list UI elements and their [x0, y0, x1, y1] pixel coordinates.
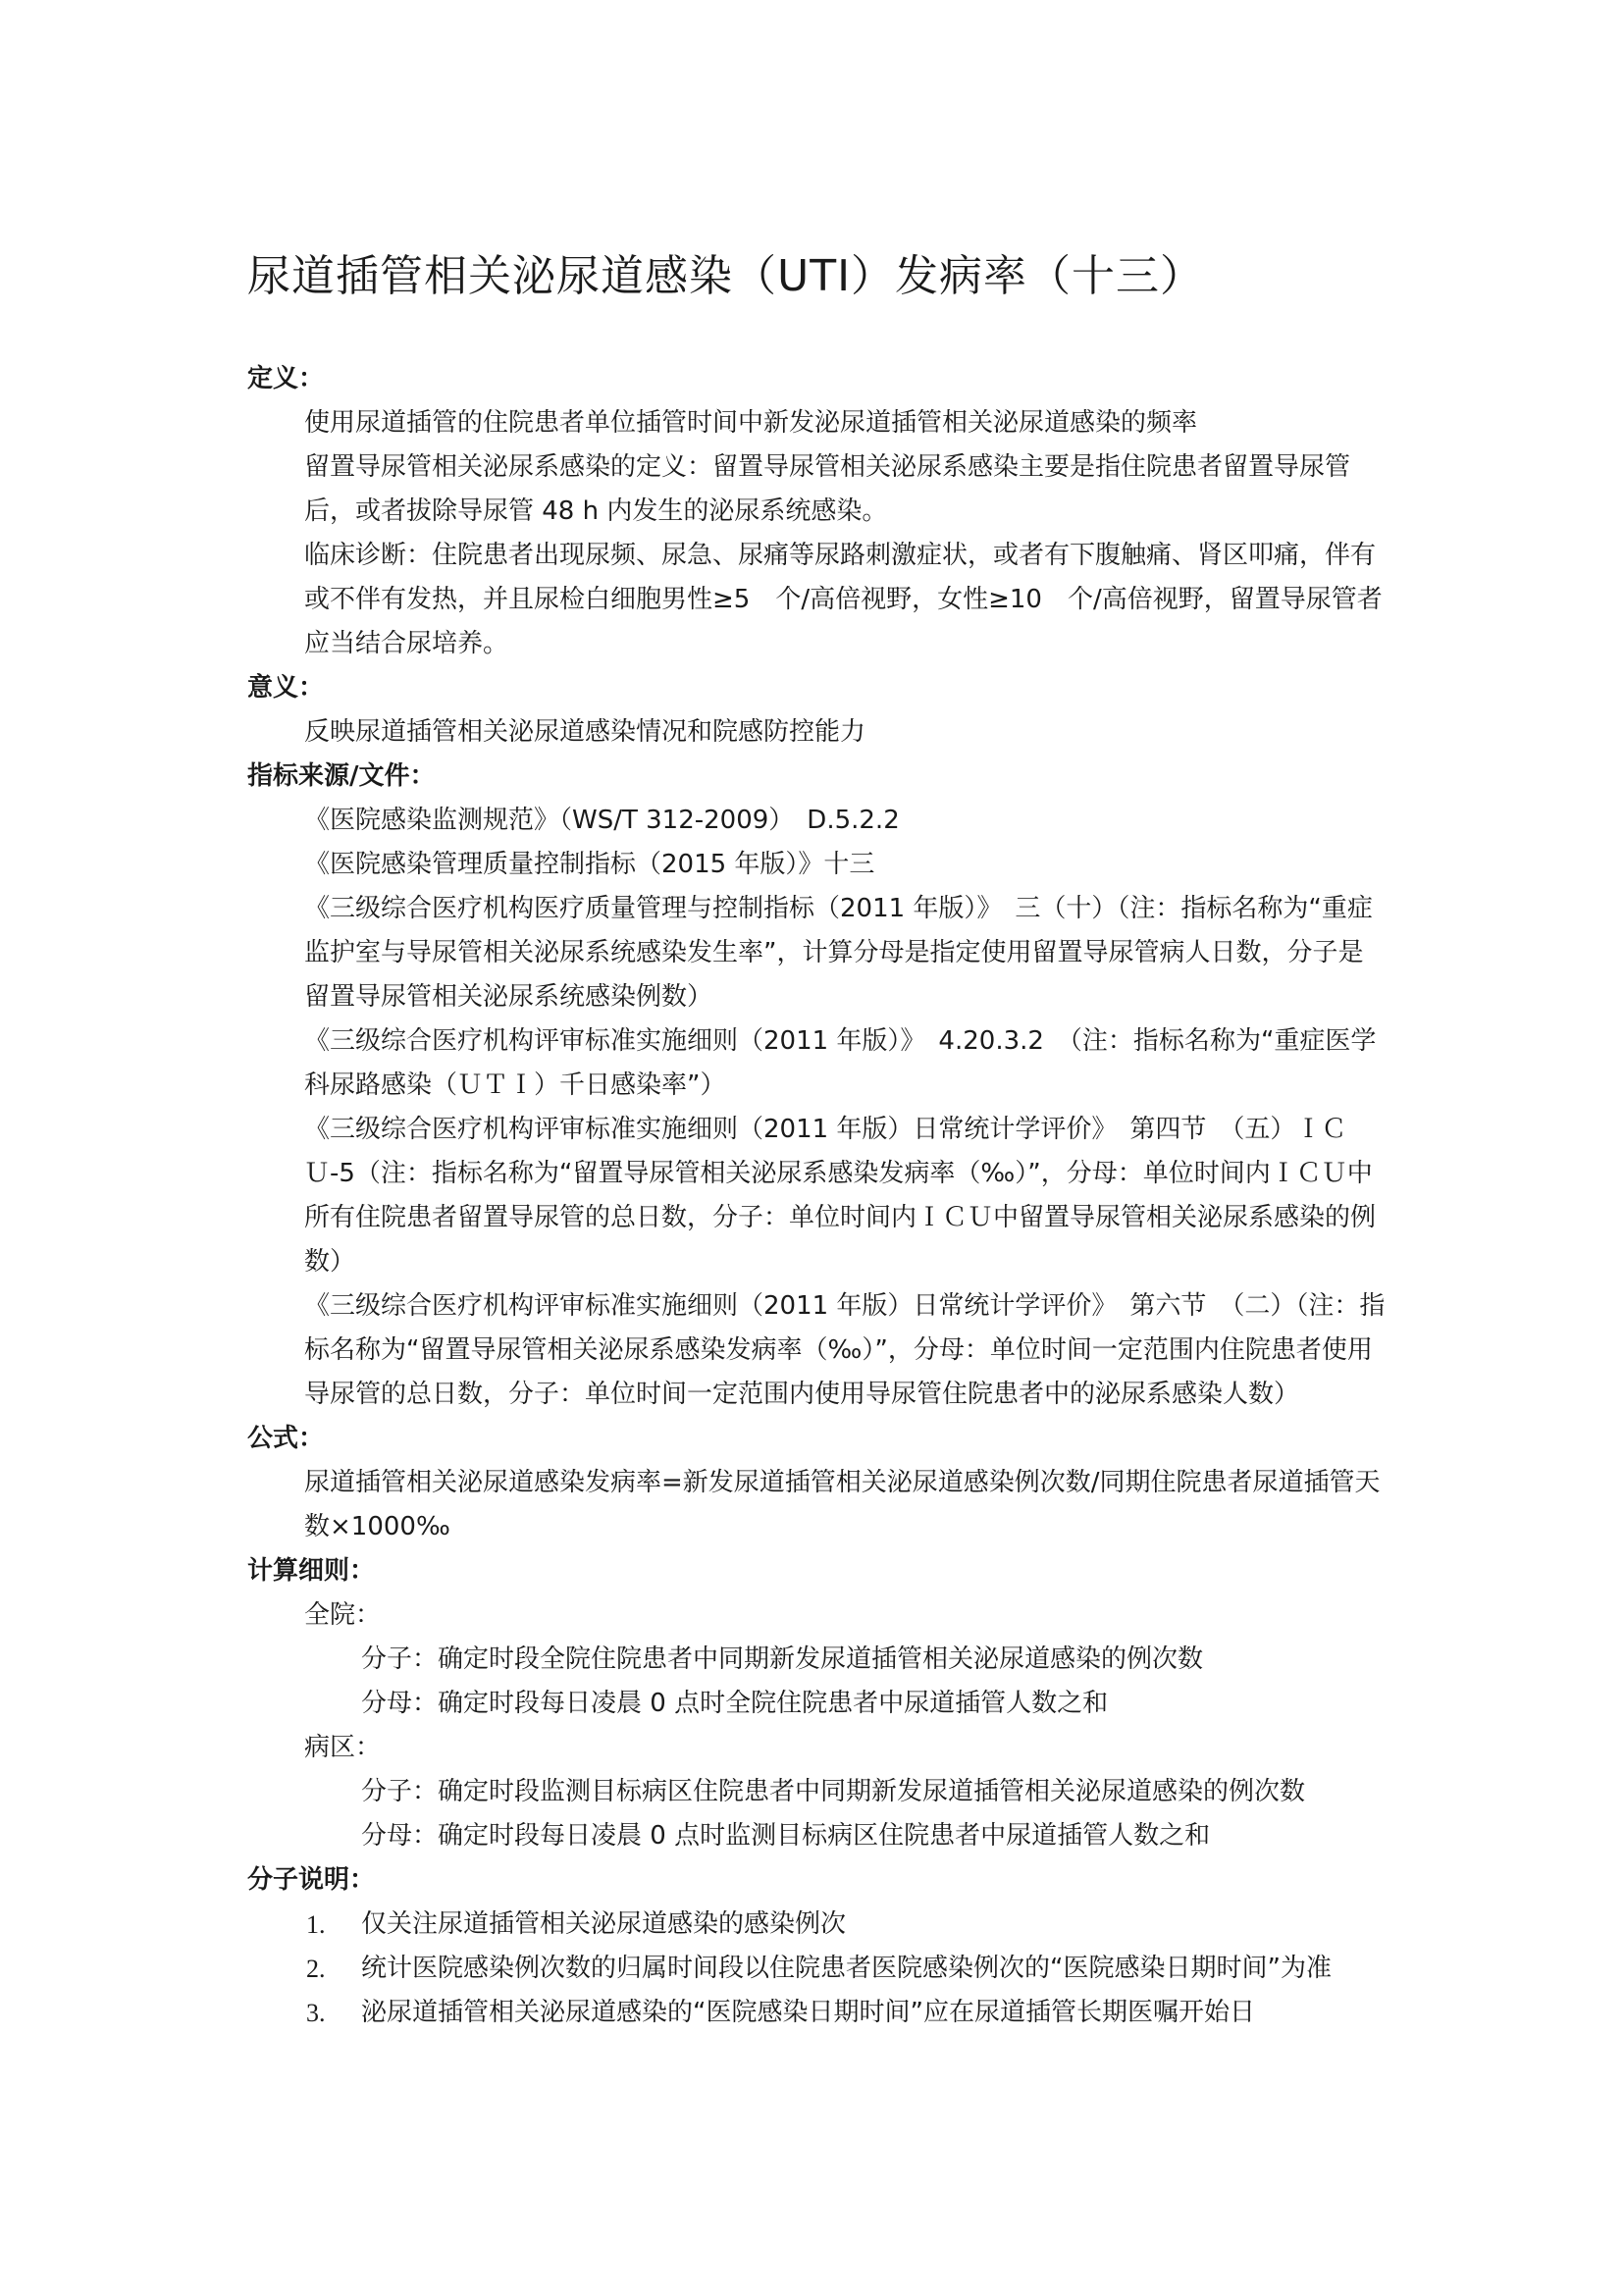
document-body	[247, 357, 1386, 2035]
ward-numerator: 分子：确定时段监测目标病区住院患者中同期新发尿道插管相关泌尿道感染的例次数	[361, 1777, 1306, 1806]
list-item	[247, 1991, 1386, 2035]
hospital-label: 全院：	[304, 1600, 382, 1630]
source-item: 《三级综合医疗机构评审标准实施细则（2011 年版）》 4.20.3.2 （注：指标名称为“重症医学科尿路感染（ＵＴＩ）千日感染率”）	[304, 1026, 1377, 1100]
sources-heading: 指标来源/文件：	[247, 761, 436, 791]
significance-heading: 意义：	[247, 673, 325, 703]
numerator-notes-heading: 分子说明：	[247, 1865, 376, 1895]
source-item: 《医院感染监测规范》（WS/T 312-2009） D.5.2.2	[304, 806, 900, 835]
source-item: 《三级综合医疗机构评审标准实施细则（2011 年版）日常统计学评价》 第六节 （二）（注：指标名称为“留置导尿管相关泌尿系感染发病率（‰）”，分母：单位时间一定范围内住院患者使用导尿管的总日数，分子：单位时间一定范围内使用导尿管住院患者中的泌尿系感染人数）	[304, 1291, 1386, 1409]
list-item	[247, 1947, 1386, 1991]
calculation-heading: 计算细则：	[247, 1556, 376, 1586]
source-item: 《医院感染管理质量控制指标（2015 年版）》十三	[304, 850, 875, 879]
significance-line: 反映尿道插管相关泌尿道感染情况和院感防控能力	[304, 717, 866, 747]
definition-heading: 定义：	[247, 364, 325, 393]
definition-line: 临床诊断：住院患者出现尿频、尿急、尿痛等尿路刺激症状，或者有下腹触痛、肾区叩痛，伴有或不伴有发热，并且尿检白细胞男性≥5 个/高倍视野，女性≥10 个/高倍视野，留置导尿管者应当结合尿培养。	[304, 541, 1383, 658]
list-item	[247, 1903, 1386, 1947]
formula-heading: 公式：	[247, 1424, 325, 1453]
definition-line: 留置导尿管相关泌尿系感染的定义：留置导尿管相关泌尿系感染主要是指住院患者留置导尿管后，或者拔除导尿管 48 h 内发生的泌尿系统感染。	[304, 452, 1351, 526]
definition-line: 使用尿道插管的住院患者单位插管时间中新发泌尿道插管相关泌尿道感染的频率	[304, 408, 1198, 438]
list-item-number: 1.	[306, 1910, 326, 1939]
hospital-numerator: 分子：确定时段全院住院患者中同期新发尿道插管相关泌尿道感染的例次数	[361, 1644, 1204, 1674]
list-item-number: 3.	[306, 1999, 326, 2027]
source-item: 《三级综合医疗机构评审标准实施细则（2011 年版）日常统计学评价》 第四节 （五）ＩＣＵ-5（注：指标名称为“留置导尿管相关泌尿系感染发病率（‰）”，分母：单位时间内ＩＣＵ中所有住院患者留置导尿管的总日数，分子：单位时间内ＩＣＵ中留置导尿管相关泌尿系感染的例数）	[304, 1115, 1377, 1277]
list-item-number: 2.	[306, 1955, 326, 1983]
ward-denominator: 分母：确定时段每日凌晨 0 点时监测目标病区住院患者中尿道插管人数之和	[361, 1821, 1211, 1851]
list-item-text: 仅关注尿道插管相关泌尿道感染的感染例次	[361, 1909, 847, 1939]
page-title: 尿道插管相关泌尿道感染（UTI）发病率（十三）	[247, 251, 1205, 301]
source-item: 《三级综合医疗机构医疗质量管理与控制指标（2011 年版）》 三（十）（注：指标名称为“重症监护室与导尿管相关泌尿系统感染发生率”，计算分母是指定使用留置导尿管病人日数，分子是留置导尿管相关泌尿系统感染例数）	[304, 894, 1373, 1012]
ward-label: 病区：	[304, 1733, 382, 1762]
hospital-denominator: 分母：确定时段每日凌晨 0 点时全院住院患者中尿道插管人数之和	[361, 1689, 1109, 1718]
formula-line: 尿道插管相关泌尿道感染发病率=新发尿道插管相关泌尿道感染例次数/同期住院患者尿道插管天数×1000‰	[304, 1468, 1381, 1541]
list-item-text: 泌尿道插管相关泌尿道感染的“医院感染日期时间”应在尿道插管长期医嘱开始日	[361, 1998, 1255, 2027]
list-item-text: 统计医院感染例次数的归属时间段以住院患者医院感染例次的“医院感染日期时间”为准	[361, 1954, 1332, 1983]
